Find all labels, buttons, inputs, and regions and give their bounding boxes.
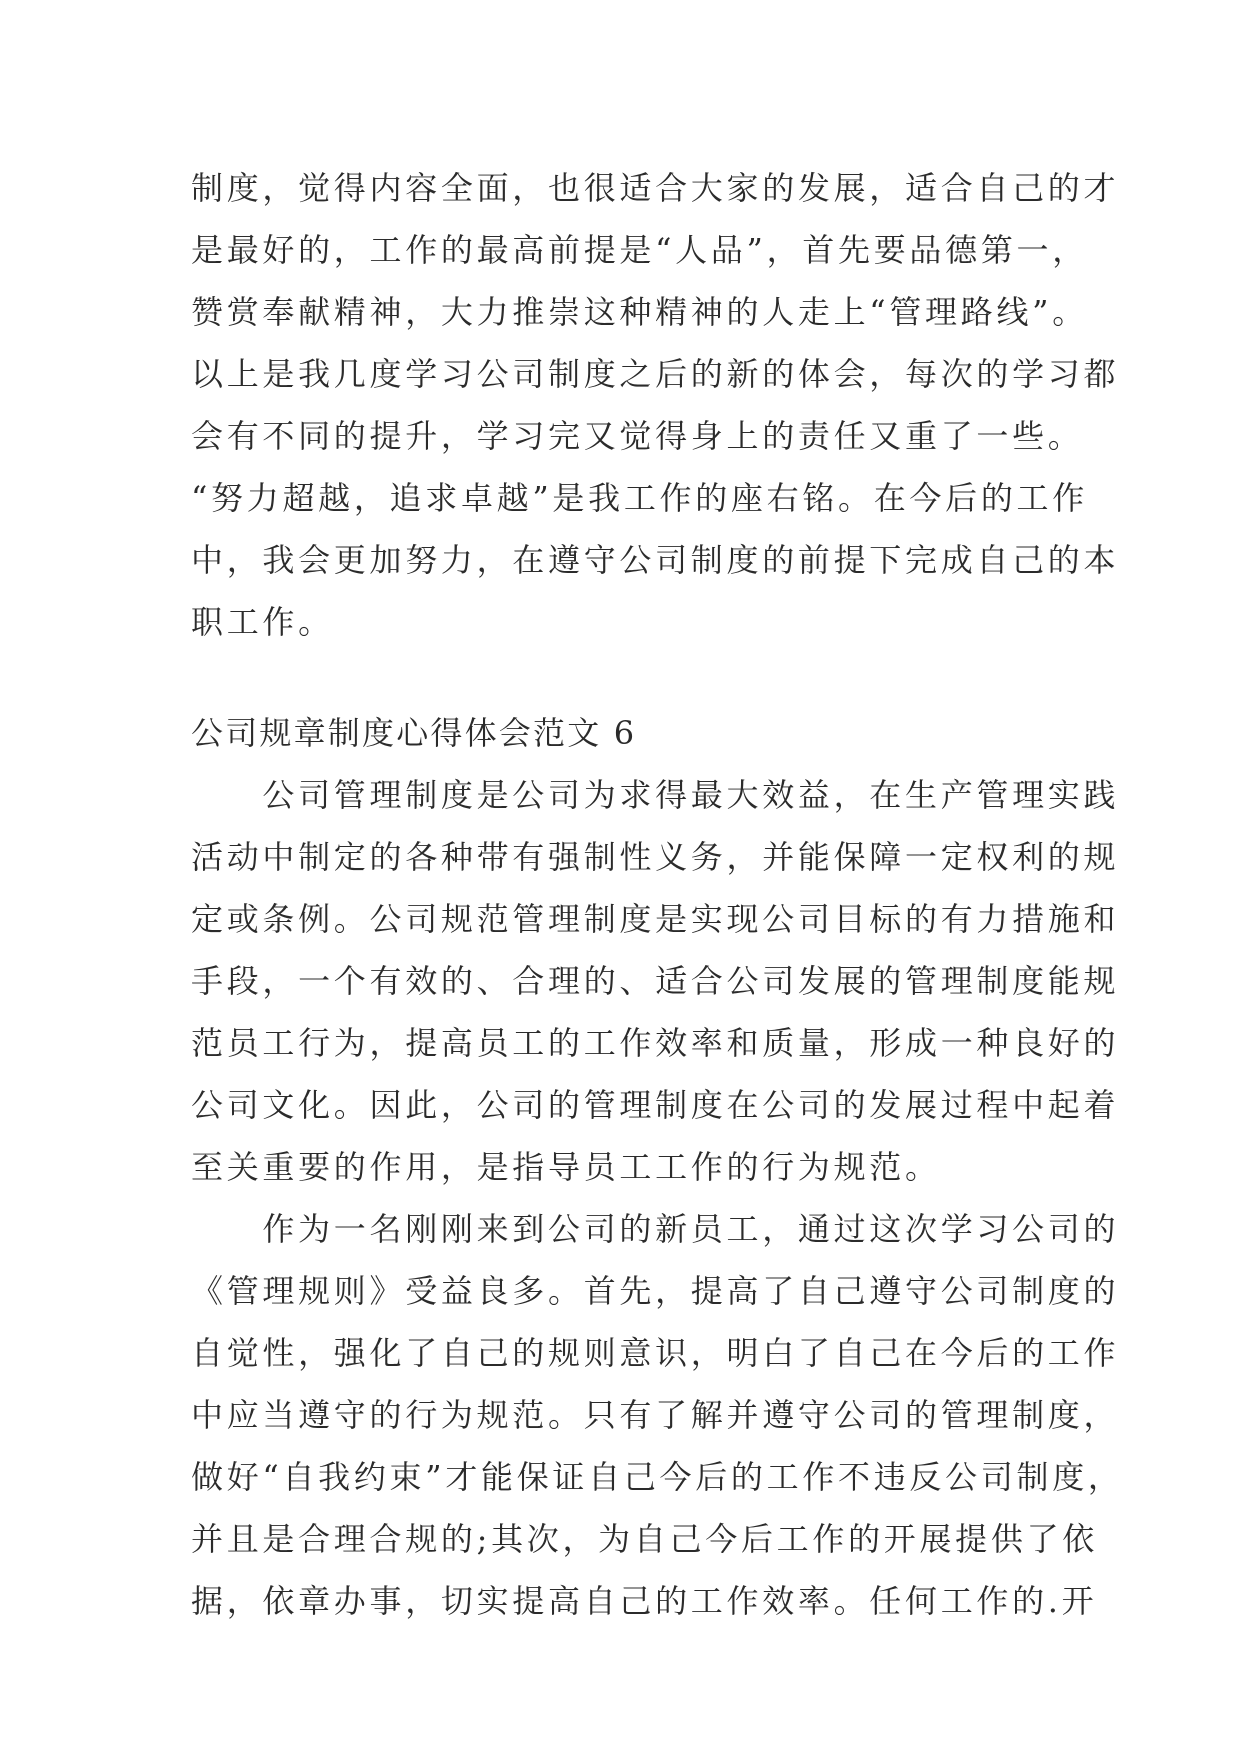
text-line: 做好“自我约束”才能保证自己今后的工作不违反公司制度，: [191, 1458, 1124, 1496]
text-line: 定或条例。公司规范管理制度是实现公司目标的有力措施和: [191, 900, 1120, 938]
text-line: 制度，觉得内容全面，也很适合大家的发展，适合自己的才: [191, 169, 1120, 207]
text-line: 职工作。: [191, 603, 334, 641]
text-line: 赞赏奉献精神，大力推崇这种精神的人走上“管理路线”。: [191, 293, 1088, 331]
text-line: 范员工行为，提高员工的工作效率和质量，形成一种良好的: [191, 1024, 1120, 1062]
section-heading: 公司规章制度心得体会范文 6: [191, 714, 637, 752]
text-line: 至关重要的作用，是指导员工工作的行为规范。: [191, 1148, 941, 1186]
text-line: 中应当遵守的行为规范。只有了解并遵守公司的管理制度，: [191, 1396, 1120, 1434]
text-line: 据，依章办事，切实提高自己的工作效率。任何工作的.开: [191, 1582, 1098, 1620]
text-line: “努力超越，追求卓越”是我工作的座右铭。在今后的工作: [191, 479, 1088, 517]
text-line: 《管理规则》受益良多。首先，提高了自己遵守公司制度的: [191, 1272, 1120, 1310]
text-line: 是最好的，工作的最高前提是“人品”，首先要品德第一，: [191, 231, 1088, 269]
text-line: 活动中制定的各种带有强制性义务，并能保障一定权利的规: [191, 838, 1120, 876]
text-line: 自觉性，强化了自己的规则意识，明白了自己在今后的工作: [191, 1334, 1120, 1372]
text-line: 并且是合理合规的;其次，为自己今后工作的开展提供了依: [191, 1520, 1098, 1558]
text-line: 以上是我几度学习公司制度之后的新的体会，每次的学习都: [191, 355, 1120, 393]
text-line: 公司文化。因此，公司的管理制度在公司的发展过程中起着: [191, 1086, 1120, 1124]
text-line: 中，我会更加努力，在遵守公司制度的前提下完成自己的本: [191, 541, 1120, 579]
text-line: 会有不同的提升，学习完又觉得身上的责任又重了一些。: [191, 417, 1084, 455]
text-line: 作为一名刚刚来到公司的新员工，通过这次学习公司的: [191, 1210, 1120, 1248]
text-line: 手段，一个有效的、合理的、适合公司发展的管理制度能规: [191, 962, 1120, 1000]
text-line: 公司管理制度是公司为求得最大效益，在生产管理实践: [191, 776, 1120, 814]
